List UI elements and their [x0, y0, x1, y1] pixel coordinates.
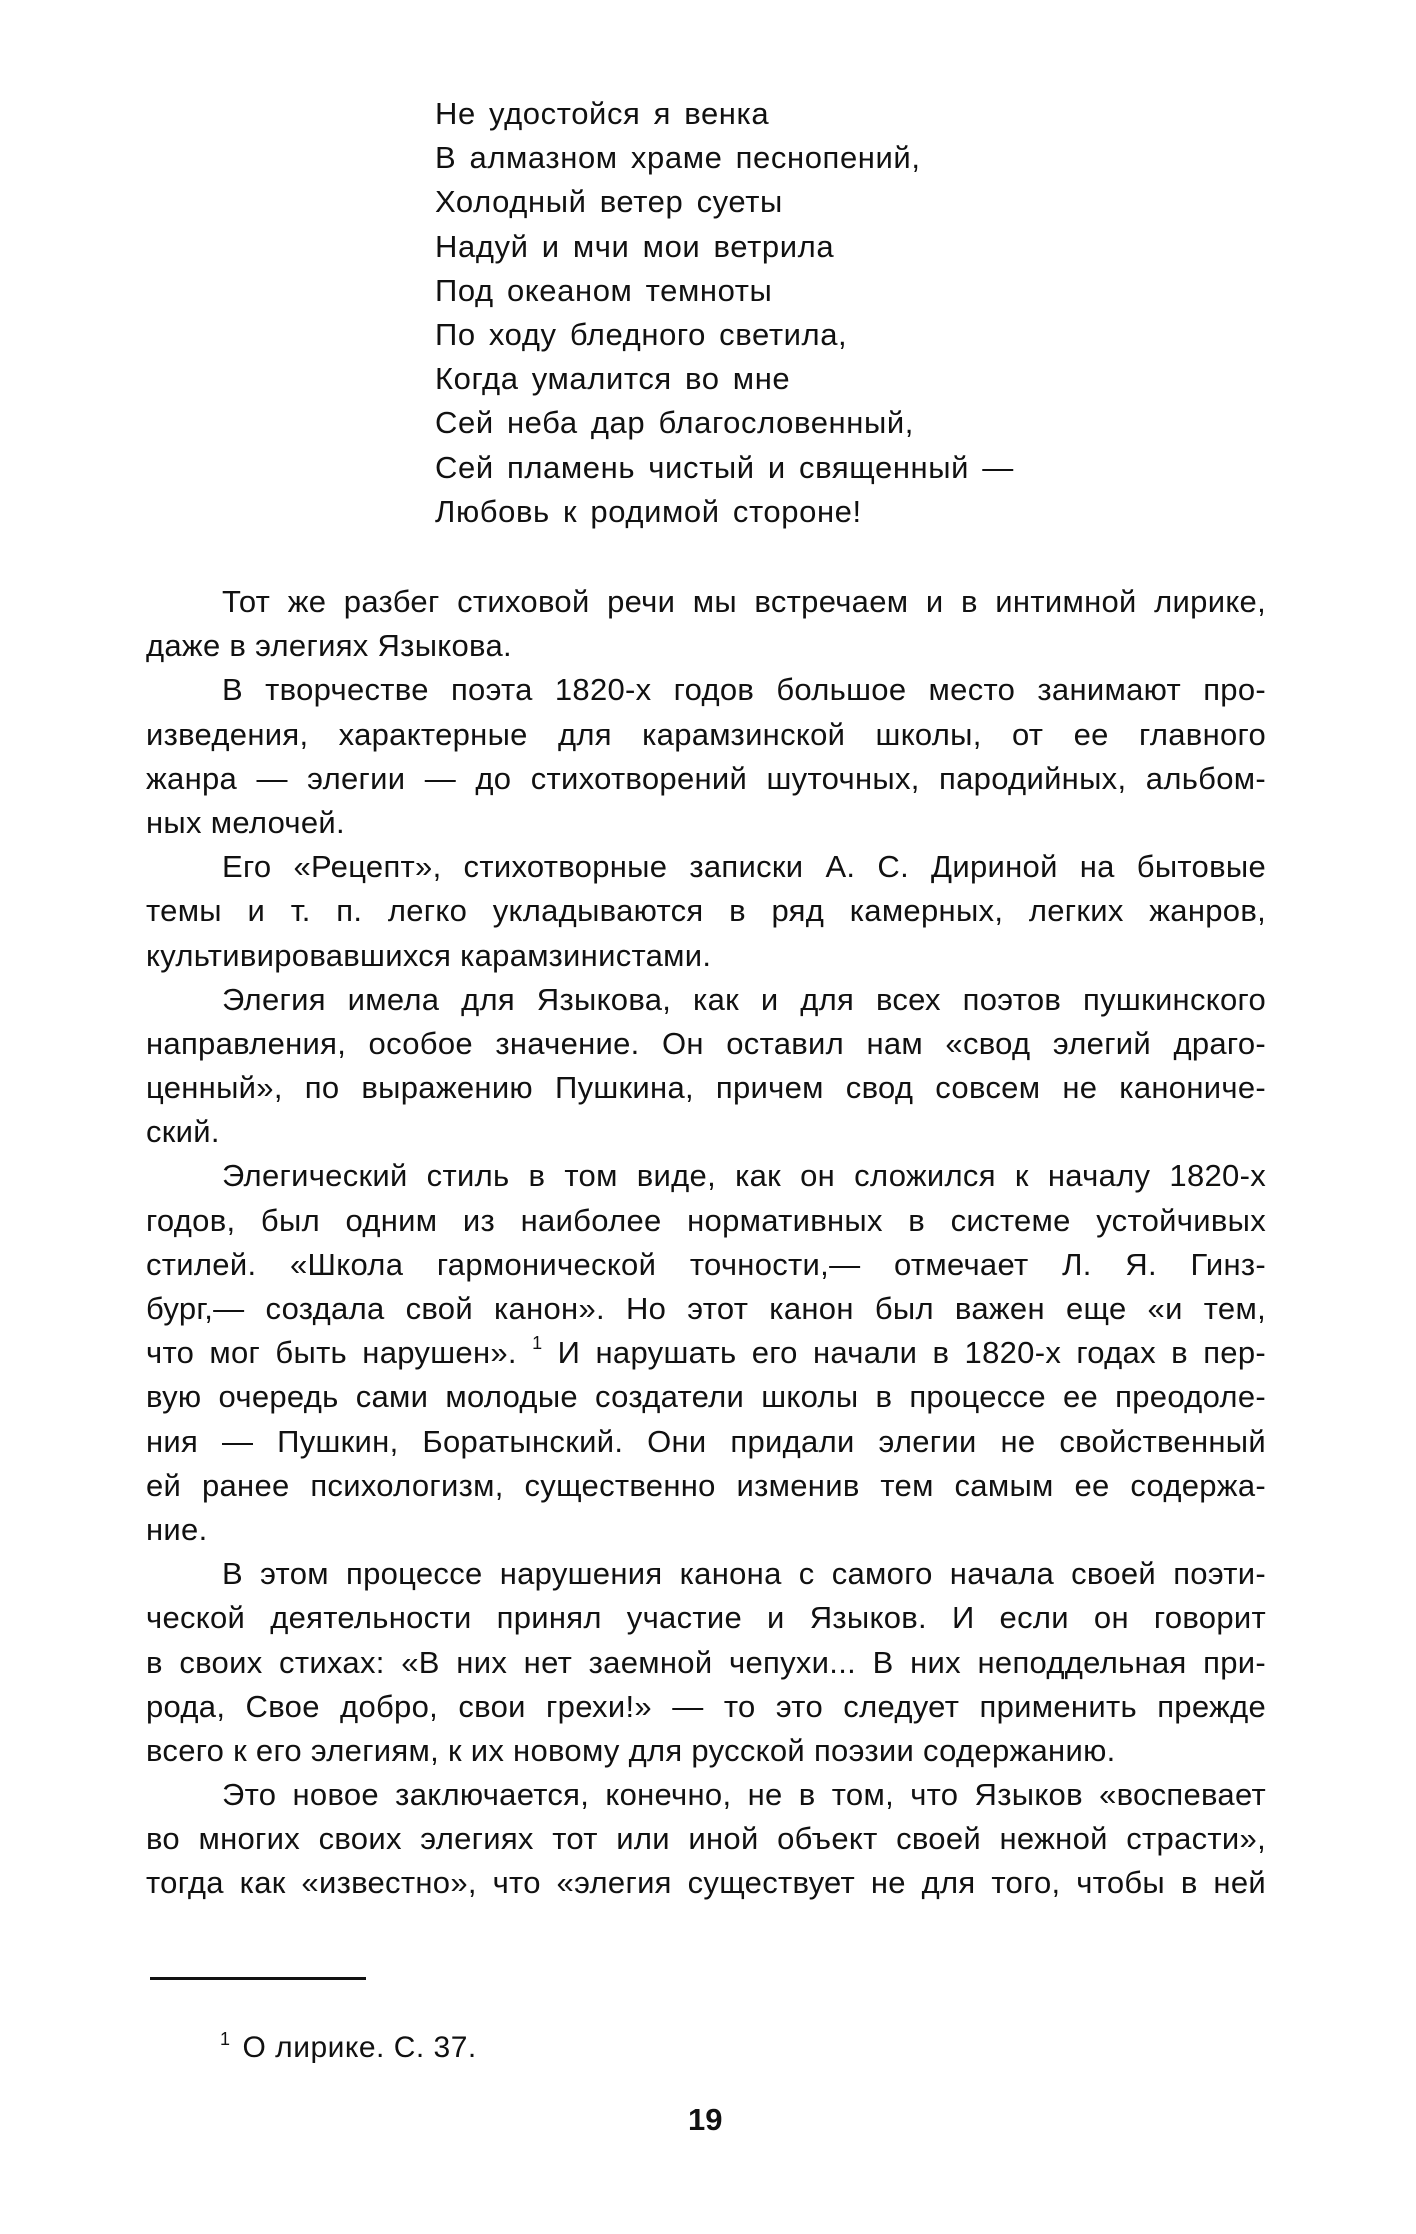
- paragraph-4: [146, 978, 1266, 1155]
- poem-line: По ходу бледного светила,: [435, 317, 848, 353]
- poem-line: Под океаном темноты: [435, 272, 773, 308]
- text-line: вую очередь сами молодые создатели школы в процессе ее преодоле-: [146, 1379, 1266, 1415]
- text-line: ных мелочей.: [146, 804, 345, 840]
- text-fragment: И нарушать его начали в 1820-х годах в пер-: [557, 1335, 1266, 1371]
- poem-line: В алмазном храме песнопений,: [435, 140, 921, 176]
- text-line: ей ранее психологизм, существенно изменив тем самым ее содержа-: [146, 1467, 1266, 1503]
- poem-line: Сей пламень чистый и священный —: [435, 449, 1014, 485]
- text-line: даже в элегиях Языкова.: [146, 628, 512, 664]
- footnote: [220, 2019, 477, 2068]
- poem-line: Сей неба дар благословенный,: [435, 405, 914, 441]
- paragraph-1: [146, 580, 1266, 668]
- paragraph-2: [146, 668, 1266, 845]
- text-line: В творчестве поэта 1820-х годов большое место занимают про-: [222, 672, 1266, 708]
- poem-stanza: [435, 92, 1014, 534]
- text-line: В этом процессе нарушения канона с самого начала своей поэти-: [222, 1556, 1266, 1592]
- text-line: годов, был одним из наиболее нормативных в системе устойчивых: [146, 1202, 1266, 1238]
- text-line: всего к его элегиям, к их новому для русской поэзии содержанию.: [146, 1732, 1116, 1768]
- body-text: [146, 580, 1266, 1906]
- text-line: бург,— создала свой канон». Но этот канон был важен еще «и тем,: [146, 1291, 1266, 1326]
- text-line: Тот же разбег стиховой речи мы встречаем и в интимной лирике,: [222, 584, 1266, 619]
- paragraph-6: [146, 1552, 1266, 1773]
- text-line: направления, особое значение. Он оставил нам «свод элегий драго-: [146, 1025, 1266, 1061]
- text-line: темы и т. п. легко укладываются в ряд камерных, легких жанров,: [146, 893, 1266, 929]
- poem-line: Холодный ветер суеты: [435, 184, 783, 220]
- text-line-with-footnote: [146, 1331, 1266, 1375]
- text-line: ния — Пушкин, Боратынский. Они придали элегии не свойственный: [146, 1423, 1266, 1459]
- footnote-divider: [150, 1977, 366, 1980]
- text-line: в своих стихах: «В них нет заемной чепухи... В них неподдельная при-: [146, 1644, 1266, 1680]
- text-line: ский.: [146, 1114, 220, 1150]
- text-line: во многих своих элегиях тот или иной объект своей нежной страсти»,: [146, 1821, 1266, 1857]
- footnote-reference[interactable]: 1: [532, 1333, 543, 1354]
- poem-line: Надуй и мчи мои ветрила: [435, 228, 835, 264]
- paragraph-5: [146, 1154, 1266, 1552]
- text-line: изведения, характерные для карамзинской школы, от ее главного: [146, 716, 1266, 752]
- paragraph-3: [146, 845, 1266, 978]
- paragraph-7: [146, 1773, 1266, 1906]
- text-fragment: что мог быть нарушен».: [146, 1335, 517, 1371]
- footnote-text: О лирике. С. 37.: [242, 2031, 477, 2064]
- poem-line: Когда умалится во мне: [435, 361, 791, 397]
- text-line: культивировавшихся карамзинистами.: [146, 937, 712, 973]
- text-line: жанра — элегии — до стихотворений шуточных, пародийных, альбом-: [146, 760, 1266, 796]
- text-line: Это новое заключается, конечно, не в том, что Языков «воспевает: [222, 1777, 1266, 1813]
- text-line: Его «Рецепт», стихотворные записки А. С. Дириной на бытовые: [222, 849, 1266, 885]
- text-line: ческой деятельности принял участие и Языков. И если он говорит: [146, 1600, 1266, 1636]
- text-line: ценный», по выражению Пушкина, причем свод совсем не канониче-: [146, 1070, 1266, 1106]
- text-line: ние.: [146, 1511, 208, 1547]
- poem-line: Не удостойся я венка: [435, 96, 770, 131]
- text-line: тогда как «известно», что «элегия существует не для того, чтобы в ней: [146, 1865, 1266, 1901]
- poem-line: Любовь к родимой стороне!: [435, 493, 862, 529]
- page-number: 19: [688, 2102, 723, 2137]
- footnote-mark: 1: [220, 2029, 231, 2049]
- text-line: Элегический стиль в том виде, как он сложился к началу 1820-х: [222, 1158, 1266, 1194]
- text-line: Элегия имела для Языкова, как и для всех поэтов пушкинского: [222, 981, 1266, 1017]
- text-line: стилей. «Школа гармонической точности,— отмечает Л. Я. Гинз-: [146, 1246, 1266, 1282]
- text-line: рода, Свое добро, свои грехи!» — то это следует применить прежде: [146, 1688, 1266, 1724]
